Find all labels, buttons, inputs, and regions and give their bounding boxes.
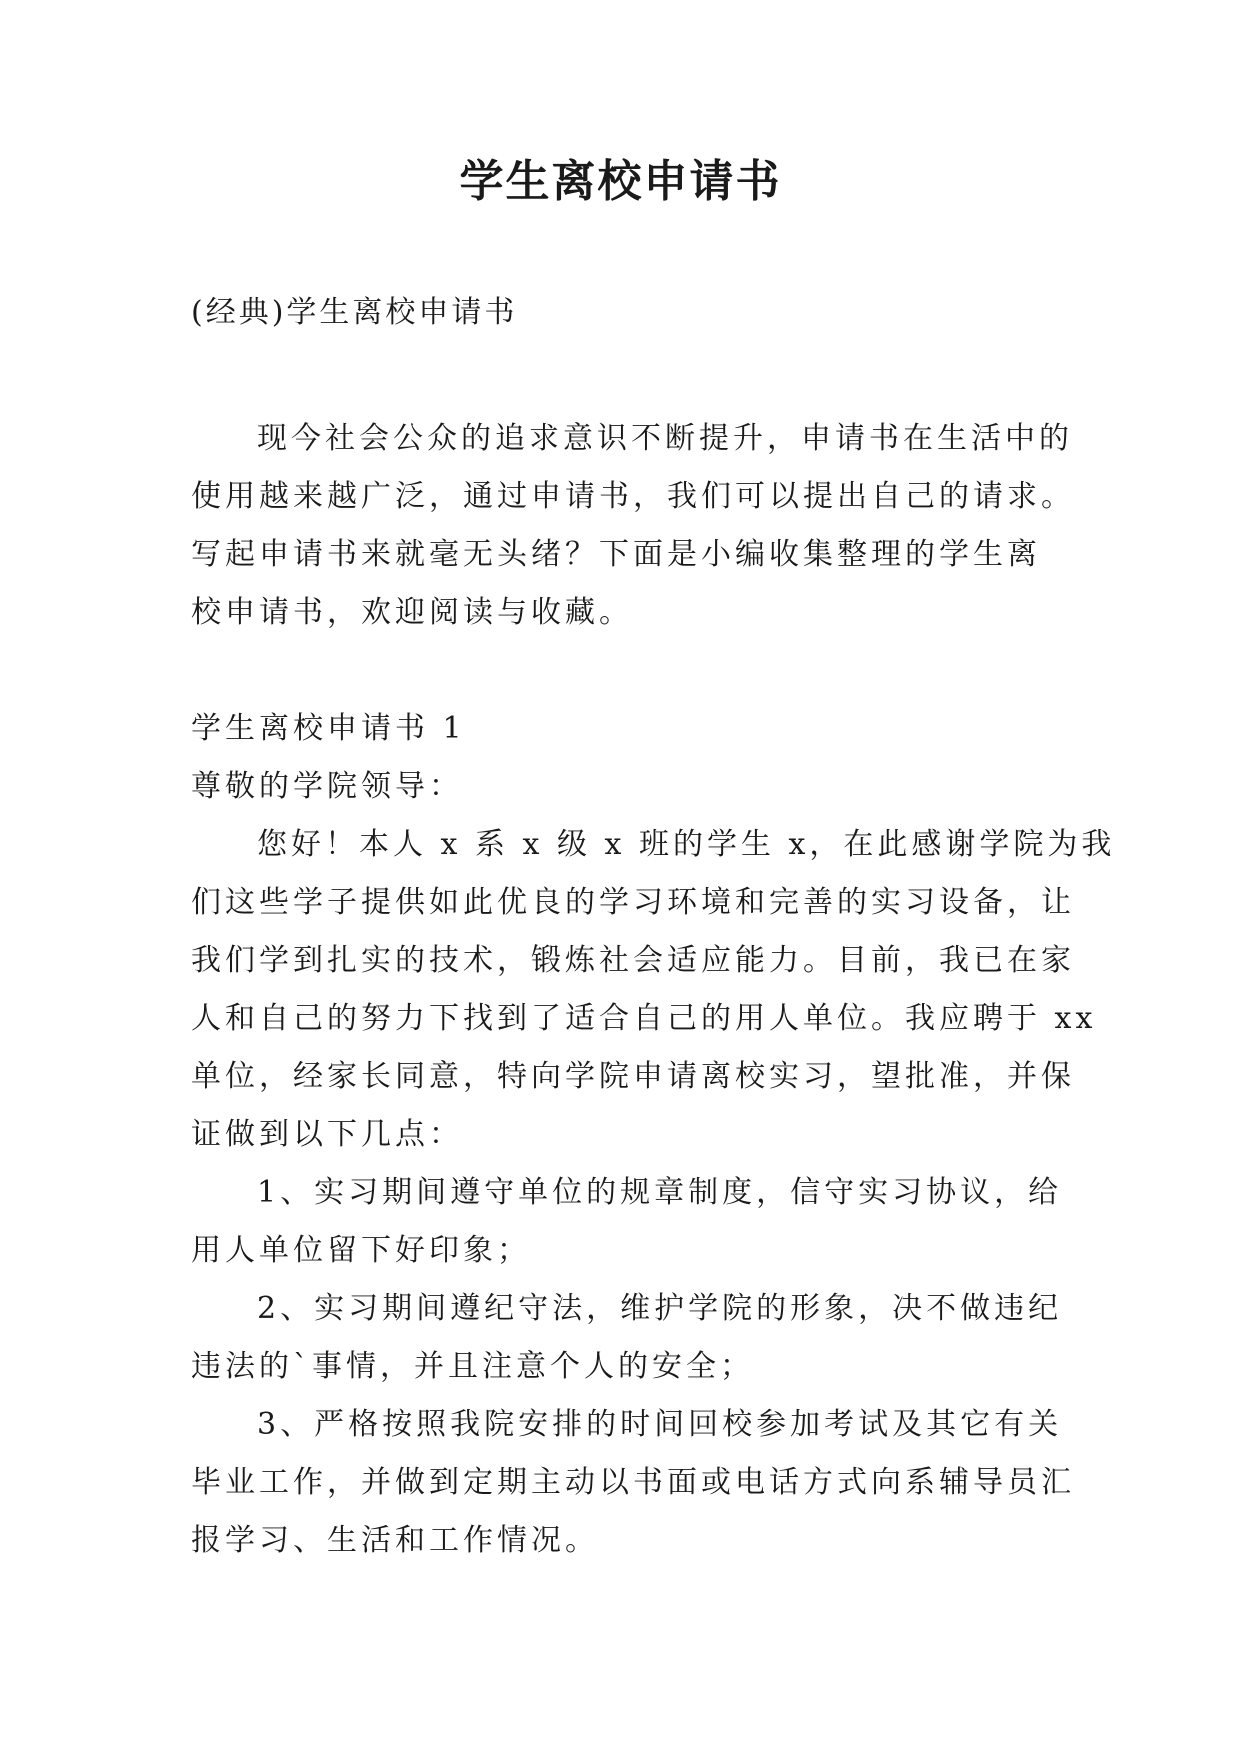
intro-line: 现今社会公众的追求意识不断提升，申请书在生活中的 — [257, 421, 1073, 456]
point-2-line: 2、实习期间遵纪守法，维护学院的形象，决不做违纪 — [257, 1291, 1063, 1326]
intro-line: 校申请书，欢迎阅读与收藏。 — [191, 595, 633, 630]
intro-line: 写起申请书来就毫无头绪？下面是小编收集整理的学生离 — [191, 537, 1041, 572]
document-subtitle: (经典)学生离校申请书 — [191, 295, 518, 330]
point-2-line: 违法的`事情，并且注意个人的安全； — [191, 1349, 754, 1384]
body-line: 您好！本人 x 系 x 级 x 班的学生 x，在此感谢学院为我 — [257, 827, 1116, 862]
point-3-line: 3、严格按照我院安排的时间回校参加考试及其它有关 — [257, 1407, 1063, 1442]
body-line: 我们学到扎实的技术，锻炼社会适应能力。目前，我已在家 — [191, 943, 1075, 978]
body-line: 们这些学子提供如此优良的学习环境和完善的实习设备，让 — [191, 885, 1075, 920]
body-line: 证做到以下几点： — [191, 1117, 463, 1152]
point-1-line: 用人单位留下好印象； — [191, 1233, 531, 1268]
body-line: 人和自己的努力下找到了适合自己的用人单位。我应聘于 xx — [191, 1001, 1097, 1036]
document-title: 学生离校申请书 — [459, 156, 782, 207]
section-heading: 学生离校申请书 1 — [191, 711, 466, 746]
intro-line: 使用越来越广泛，通过申请书，我们可以提出自己的请求。 — [191, 479, 1075, 514]
body-line: 单位，经家长同意，特向学院申请离校实习，望批准，并保 — [191, 1059, 1075, 1094]
section-1 — [191, 700, 1115, 1570]
salutation: 尊敬的学院领导： — [191, 769, 463, 804]
intro-paragraph — [191, 410, 1075, 642]
point-3-line: 报学习、生活和工作情况。 — [191, 1523, 599, 1558]
point-3-line: 毕业工作，并做到定期主动以书面或电话方式向系辅导员汇 — [191, 1465, 1075, 1500]
point-1-line: 1、实习期间遵守单位的规章制度，信守实习协议，给 — [257, 1175, 1063, 1210]
